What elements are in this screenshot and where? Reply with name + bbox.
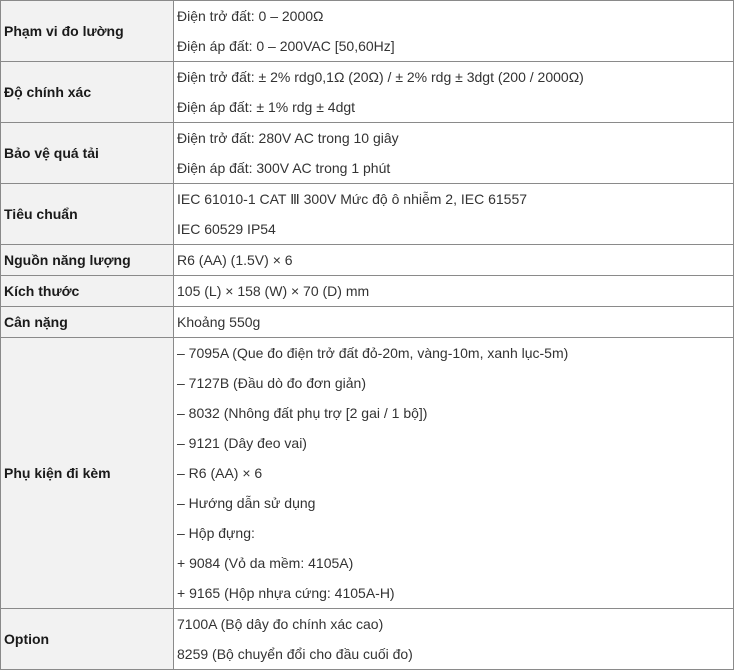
spec-label: Phạm vi đo lường: [1, 1, 174, 62]
spec-row: [1, 609, 734, 670]
spec-label: Cân nặng: [1, 307, 174, 338]
spec-value-line: 8259 (Bộ chuyển đổi cho đầu cuối đo): [177, 646, 413, 662]
spec-value-line: IEC 60529 IP54: [177, 221, 276, 237]
spec-row: [1, 184, 734, 245]
spec-row: [1, 123, 734, 184]
spec-value-line: IEC 61010-1 CAT Ⅲ 300V Mức độ ô nhiễm 2, IEC 61557: [177, 191, 528, 207]
spec-value-line: Điện áp đất: 300V AC trong 1 phút: [177, 160, 391, 176]
spec-label: Tiêu chuẩn: [1, 184, 174, 245]
spec-row: [1, 307, 734, 338]
spec-value-line: 7100A (Bộ dây đo chính xác cao): [177, 616, 384, 632]
spec-value-line: Điện trở đất: 280V AC trong 10 giây: [177, 130, 399, 146]
spec-row: [1, 62, 734, 123]
spec-value-line: Khoảng 550g: [177, 314, 261, 330]
spec-value-line: – Hộp đựng:: [177, 525, 255, 541]
spec-value: [174, 1, 734, 62]
spec-label: Kích thước: [1, 276, 174, 307]
spec-value-line: – R6 (AA) × 6: [177, 465, 263, 481]
spec-row: [1, 1, 734, 62]
spec-value-line: + 9084 (Vỏ da mềm: 4105A): [177, 555, 354, 571]
spec-value-line: Điện áp đất: ± 1% rdg ± 4dgt: [177, 99, 356, 115]
spec-value-line: R6 (AA) (1.5V) × 6: [177, 252, 293, 268]
spec-value: [174, 307, 734, 338]
spec-row: [1, 338, 734, 609]
spec-value-line: – 7127B (Đầu dò đo đơn giản): [177, 375, 366, 391]
spec-value-line: Điện trở đất: 0 – 2000Ω: [177, 8, 324, 24]
spec-value: [174, 123, 734, 184]
spec-value-line: – 7095A (Que đo điện trở đất đỏ-20m, vàng-10m, xanh lục-5m): [177, 345, 569, 361]
spec-value-line: + 9165 (Hộp nhựa cứng: 4105A-H): [177, 585, 395, 601]
spec-value-line: – 9121 (Dây đeo vai): [177, 435, 307, 451]
spec-value: [174, 609, 734, 670]
spec-value-line: – Hướng dẫn sử dụng: [177, 495, 316, 511]
spec-value: [174, 245, 734, 276]
spec-value-line: – 8032 (Nhông đất phụ trợ [2 gai / 1 bộ]): [177, 405, 428, 421]
spec-value-line: Điện trở đất: ± 2% rdg0,1Ω (20Ω) / ± 2% rdg ± 3dgt (200 / 2000Ω): [177, 69, 584, 85]
spec-label: Bảo vệ quá tải: [1, 123, 174, 184]
spec-value: [174, 184, 734, 245]
spec-label: Option: [1, 609, 174, 670]
spec-row: [1, 245, 734, 276]
spec-value-line: 105 (L) × 158 (W) × 70 (D) mm: [177, 283, 370, 299]
spec-label: Nguồn năng lượng: [1, 245, 174, 276]
spec-row: [1, 276, 734, 307]
spec-value-line: Điện áp đất: 0 – 200VAC [50,60Hz]: [177, 38, 395, 54]
spec-value: [174, 276, 734, 307]
spec-label: Phụ kiện đi kèm: [1, 338, 174, 609]
spec-value: [174, 62, 734, 123]
spec-table-body: [1, 1, 734, 670]
spec-label: Độ chính xác: [1, 62, 174, 123]
spec-value: [174, 338, 734, 609]
